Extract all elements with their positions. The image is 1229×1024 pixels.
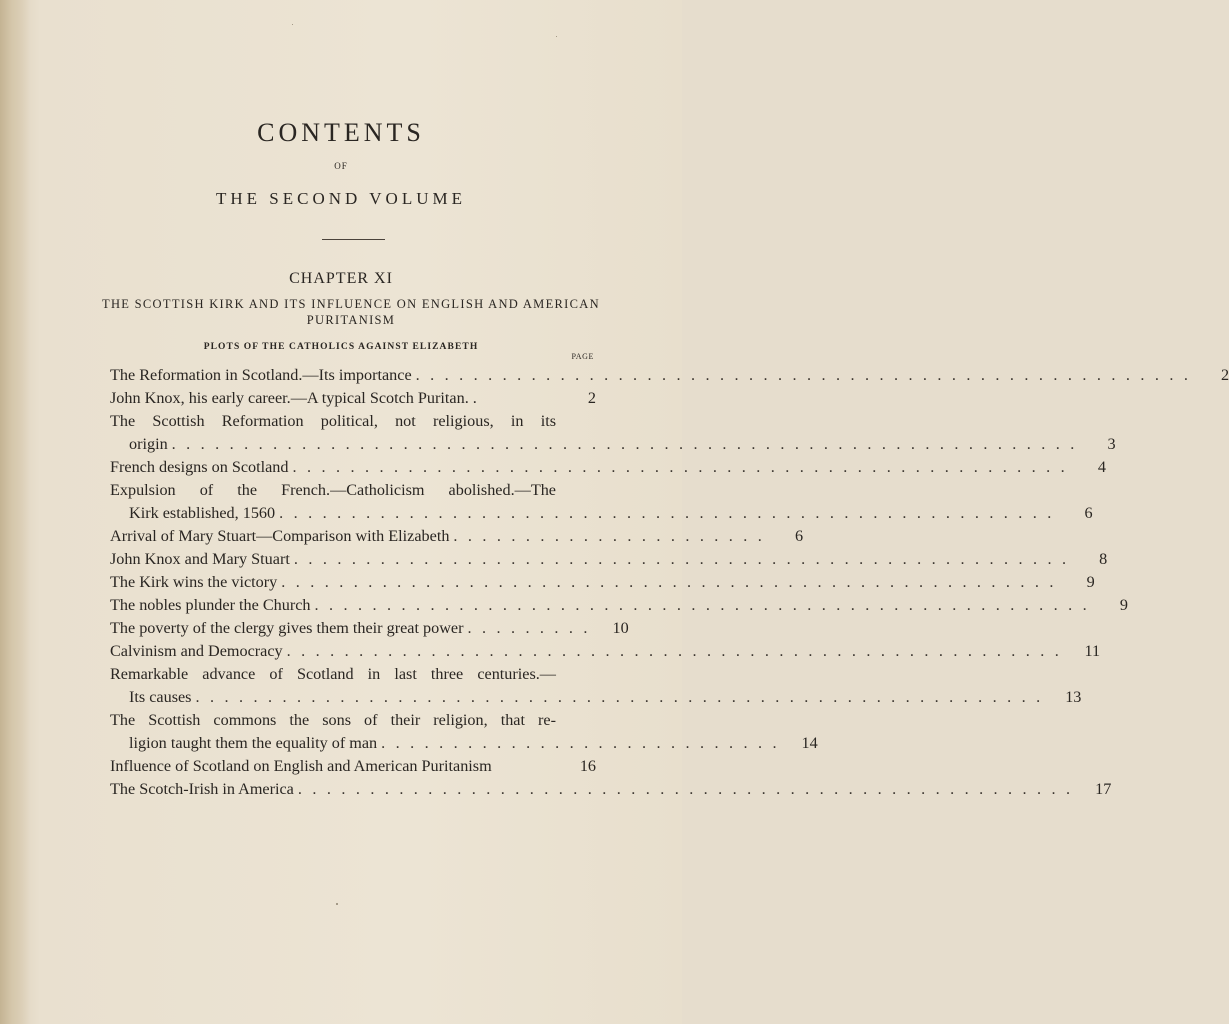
toc-entry-continued bbox=[110, 502, 1093, 525]
toc-entry bbox=[110, 548, 1108, 571]
dot-leader: . . . . . . . . . . . . . . . . . . . . . . . . . . . . . . . . . . . . . . . . . . . . . . . . . . . . . . . . . . . bbox=[195, 688, 1044, 706]
toc-entry-text: French designs on Scotland bbox=[110, 458, 289, 476]
contents-title: CONTENTS bbox=[257, 118, 425, 147]
paper-speck bbox=[292, 24, 293, 25]
toc-entry bbox=[110, 364, 1229, 387]
chapter-number: CHAPTER XI bbox=[289, 270, 393, 287]
table-of-contents bbox=[110, 364, 1229, 801]
toc-entry-text: Its causes bbox=[129, 688, 192, 706]
toc-entry-text: Expulsion of the French.—Catholicism abolished.—The bbox=[110, 481, 556, 499]
dot-leader: . . . . . . . . . . . . . . . . . . . . . . . . . . . . . . . . . . . . . . . . . . . . . . . . . . . . . . bbox=[286, 642, 1063, 660]
toc-entry bbox=[110, 709, 596, 732]
toc-entry-text: Remarkable advance of Scotland in last three centuries.— bbox=[110, 665, 556, 683]
toc-entry-text: Influence of Scotland on English and American Puritanism bbox=[110, 757, 492, 775]
toc-entry-text: origin bbox=[129, 435, 168, 453]
toc-entry-text: The Reformation in Scotland.—Its importance bbox=[110, 366, 412, 384]
dot-leader: . . . . . . . . . . . . . . . . . . . . . . bbox=[453, 527, 766, 545]
toc-entry-text: The Scotch-Irish in America bbox=[110, 780, 294, 798]
toc-entry-text: Arrival of Mary Stuart—Comparison with Elizabeth bbox=[110, 527, 450, 545]
toc-entry-text: The nobles plunder the Church bbox=[110, 596, 311, 614]
toc-entry bbox=[110, 387, 596, 410]
toc-entry-text: Kirk established, 1560 bbox=[129, 504, 276, 522]
paper-speck bbox=[556, 36, 557, 37]
toc-entry-text: John Knox, his early career.—A typical Scotch Puritan. . bbox=[110, 389, 477, 407]
dot-leader: . . . . . . . . . . . . . . . . . . . . . . . . . . . . . . . . . . . . . . . . . . . . . . . . . . . . . . bbox=[281, 573, 1057, 591]
toc-entry-page: 4 bbox=[1097, 458, 1106, 476]
volume-title: THE SECOND VOLUME bbox=[216, 189, 466, 208]
toc-entry-page: 9 bbox=[1086, 573, 1095, 591]
toc-entry bbox=[110, 456, 1106, 479]
toc-entry-text: The Kirk wins the victory bbox=[110, 573, 278, 591]
toc-entry bbox=[110, 479, 596, 502]
toc-entry-page: 13 bbox=[1065, 688, 1082, 706]
toc-entry-page: 10 bbox=[612, 619, 629, 637]
dot-leader: . . . . . . . . . . . . . . . . . . . . . . . . . . . . . . . . . . . . . . . . . . . . . . . . . . . . . . . . . . . . . . . bbox=[171, 435, 1078, 453]
dot-leader: . . . . . . . . . . . . . . . . . . . . . . . . . . . . . . . . . . . . . . . . . . . . . . . . . . . . . . bbox=[292, 458, 1068, 476]
toc-entry-text: The Scottish commons the sons of their religion, that re- bbox=[110, 711, 556, 729]
of-word: OF bbox=[334, 161, 348, 171]
toc-entry bbox=[110, 594, 1128, 617]
toc-entry-continued bbox=[110, 732, 818, 755]
toc-entry-page: 9 bbox=[1119, 596, 1128, 614]
toc-entry-page: 2 bbox=[587, 389, 596, 407]
toc-entry bbox=[110, 525, 804, 548]
dot-leader: . . . . . . . . . . . . . . . . . . . . . . . . . . . . . . . . . . . . . . . . . . . . . . . . . . . . . . bbox=[279, 504, 1055, 522]
toc-entry-page: 6 bbox=[1084, 504, 1093, 522]
toc-entry-page: 16 bbox=[579, 757, 596, 775]
page-column-label: PAGE bbox=[571, 352, 594, 361]
toc-entry-page: 8 bbox=[1099, 550, 1108, 568]
dot-leader: . . . . . . . . . . . . . . . . . . . . . . . . . . . . . . . . . . . . . . . . . . . . . . . . . . . . . . bbox=[297, 780, 1074, 798]
dot-leader: . . . . . . . . . . . . . . . . . . . . . . . . . . . . . . . . . . . . . . . . . . . . . . . . . . . . . . bbox=[293, 550, 1070, 568]
dot-leader: . . . . . . . . . . . . . . . . . . . . . . . . . . . . . . . . . . . . . . . . . . . . . . . . . . . . . . bbox=[314, 596, 1090, 614]
chapter-subtitle: PLOTS OF THE CATHOLICS AGAINST ELIZABETH bbox=[203, 342, 479, 352]
toc-entry-text: The Scottish Reformation political, not religious, in its bbox=[110, 412, 556, 430]
toc-entry-page: 6 bbox=[794, 527, 804, 545]
toc-entry-page: 2 bbox=[1220, 366, 1229, 384]
toc-entry bbox=[110, 640, 1101, 663]
page-binding-edge bbox=[0, 0, 30, 1024]
toc-entry bbox=[110, 663, 596, 686]
chapter-title: THE SCOTTISH KIRK AND ITS INFLUENCE ON ENGLISH AND AMERICAN PURITANISM bbox=[102, 297, 600, 327]
toc-entry-page: 14 bbox=[801, 734, 818, 752]
toc-entry bbox=[110, 778, 1112, 801]
toc-entry-page: 11 bbox=[1084, 642, 1101, 660]
dot-leader: . . . . . . . . . . . . . . . . . . . . . . . . . . . . . . . . . . . . . . . . . . . . . . . . . . . . . . bbox=[415, 366, 1192, 384]
toc-entry-text: John Knox and Mary Stuart bbox=[110, 550, 290, 568]
divider-rule bbox=[322, 239, 385, 240]
dot-leader: . . . . . . . . . . . . . . . . . . . . . . . . . . . . bbox=[381, 734, 780, 752]
toc-entry-text: ligion taught them the equality of man bbox=[129, 734, 378, 752]
toc-entry-continued bbox=[110, 686, 1082, 709]
dot-leader: . . . . . . . . . bbox=[467, 619, 591, 637]
toc-entry-text: Calvinism and Democracy bbox=[110, 642, 283, 660]
toc-entry bbox=[110, 755, 596, 778]
toc-entry-continued bbox=[110, 433, 1116, 456]
toc-entry bbox=[110, 410, 596, 433]
toc-entry-text: The poverty of the clergy gives them their great power bbox=[110, 619, 464, 637]
paper-speck bbox=[336, 903, 338, 905]
toc-entry bbox=[110, 571, 1095, 594]
toc-entry-page: 3 bbox=[1107, 435, 1116, 453]
toc-entry bbox=[110, 617, 629, 640]
toc-entry-page: 17 bbox=[1095, 780, 1112, 798]
